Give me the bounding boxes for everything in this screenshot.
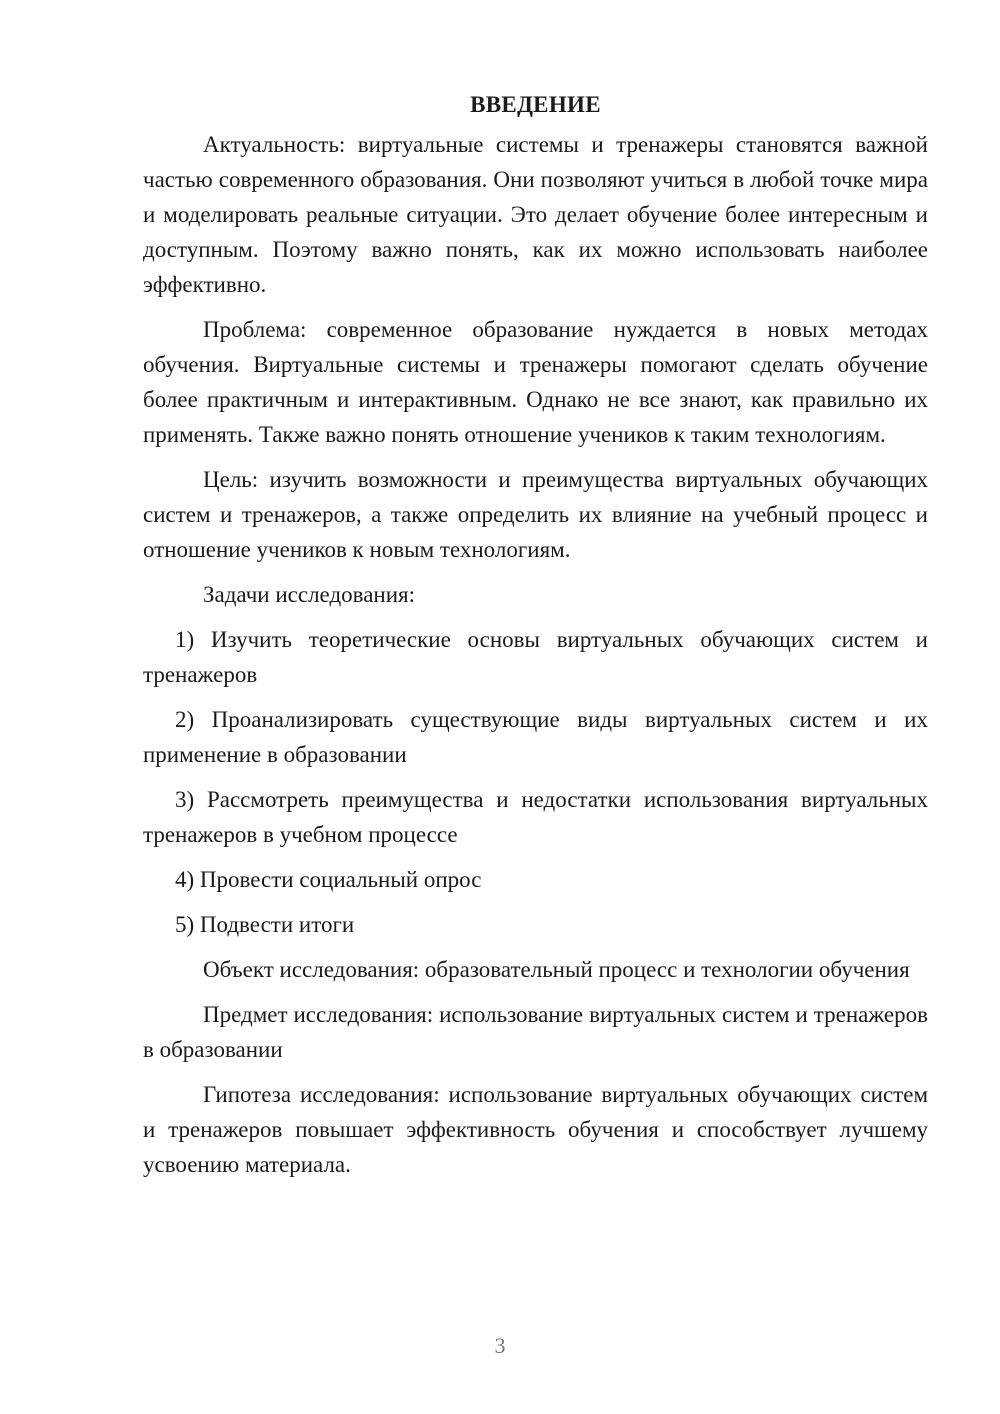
paragraph-problem: Проблема: современное образование нуждается в новых методах обучения. Виртуальные системы и тренажеры помогают сделать обучение более практичным и интерактивным. Однако не все знают, как правильно их применять. Также важно понять отношение учеников к таким технологиям. — [143, 317, 928, 447]
task-item-5: 5) Подвести итоги — [175, 912, 355, 937]
task-item-2: 2) Проанализировать существующие виды виртуальных систем и их применение в образовании — [143, 707, 928, 767]
paragraph-goal: Цель: изучить возможности и преимущества виртуальных обучающих систем и тренажеров, а также определить их влияние на учебный процесс и отношение учеников к новым технологиям. — [143, 467, 928, 562]
document-page — [143, 92, 928, 1192]
task-item-3: 3) Рассмотреть преимущества и недостатки использования виртуальных тренажеров в учебном процессе — [143, 787, 928, 847]
task-item-4: 4) Провести социальный опрос — [175, 867, 482, 892]
task-item-1: 1) Изучить теоретические основы виртуальных обучающих систем и тренажеров — [143, 627, 928, 687]
section-heading: ВВЕДЕНИЕ — [470, 92, 601, 117]
tasks-heading: Задачи исследования: — [203, 582, 416, 607]
paragraph-object: Объект исследования: образовательный процесс и технологии обучения — [203, 957, 910, 982]
page-number: 3 — [494, 1333, 506, 1358]
paragraph-hypothesis: Гипотеза исследования: использование виртуальных обучающих систем и тренажеров повышает эффективность обучения и способствует лучшему усвоению материала. — [143, 1082, 928, 1177]
paragraph-subject: Предмет исследования: использование виртуальных систем и тренажеров в образовании — [143, 1002, 928, 1062]
paragraph-relevance: Актуальность: виртуальные системы и тренажеры становятся важной частью современного образования. Они позволяют учиться в любой точке мира и моделировать реальные ситуации. Это делает обучение более интересным и доступным. Поэтому важно понять, как их можно использовать наиболее эффективно. — [143, 132, 928, 297]
